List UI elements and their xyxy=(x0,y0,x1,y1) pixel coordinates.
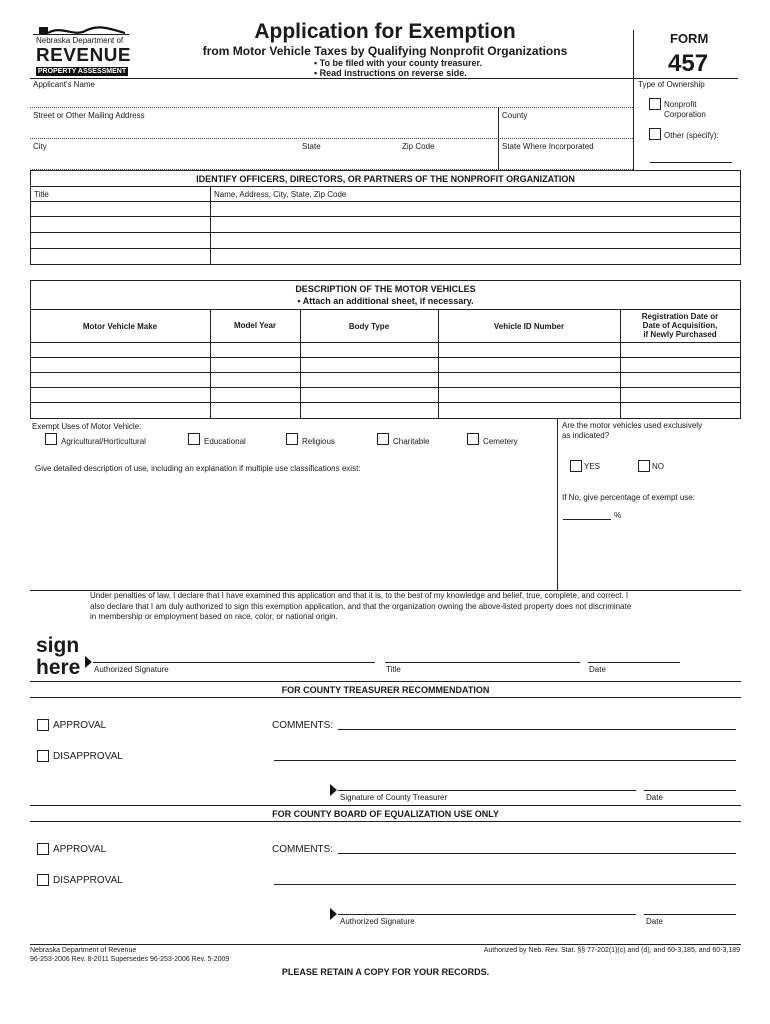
auth-sig-label: Authorized Signature xyxy=(94,665,169,674)
vehicle-row[interactable] xyxy=(31,373,740,387)
board-date-field[interactable] xyxy=(644,902,736,915)
treasurer-comments-line-2[interactable] xyxy=(274,747,736,761)
treasurer-approval-label: APPROVAL xyxy=(53,720,107,731)
percent-sign: % xyxy=(614,511,622,520)
treasurer-comments-field[interactable] xyxy=(338,716,736,730)
other-specify-field[interactable] xyxy=(650,148,732,163)
city-field[interactable] xyxy=(30,152,300,169)
treasurer-date-field[interactable] xyxy=(644,778,736,791)
col-reg-2: Date of Acquisition, xyxy=(642,321,718,330)
cemetery-label: Cemetery xyxy=(483,437,518,446)
charitable-checkbox[interactable] xyxy=(377,433,389,445)
sign-word: sign xyxy=(36,634,80,657)
officer-row[interactable] xyxy=(31,249,740,264)
treasurer-comments-label: COMMENTS: xyxy=(272,720,334,731)
logo xyxy=(33,24,132,76)
religious-label: Religious xyxy=(302,437,335,446)
form-label: FORM xyxy=(670,31,709,46)
officers-col-name: Name, Address, City, State, Zip Code xyxy=(214,190,347,199)
no-label: NO xyxy=(652,462,664,471)
board-comments-field[interactable] xyxy=(338,840,736,854)
board-disapproval-label: DISAPPROVAL xyxy=(53,875,123,886)
religious-checkbox[interactable] xyxy=(286,433,298,445)
vehicle-row[interactable] xyxy=(31,403,740,418)
board-approval-checkbox[interactable] xyxy=(37,843,49,855)
board-date-label: Date xyxy=(646,917,663,926)
instruction-1: • To be filed with your county treasurer. xyxy=(314,58,483,68)
street-label: Street or Other Mailing Address xyxy=(33,111,145,120)
treasurer-signature-field[interactable] xyxy=(338,778,636,791)
declaration-line-2: also declare that I am duly authorized to sign this exemption application, and that the organization owning the above-listed property does not discriminate xyxy=(90,602,632,611)
authorized-signature-field[interactable] xyxy=(93,648,375,663)
footer-authority: Authorized by Neb. Rev. Stat. §§ 77-202(1)(c) and (d), and 60-3,185, and 60-3,189 xyxy=(483,947,740,954)
exclusive-question: Are the motor vehicles used exclusively xyxy=(562,421,703,430)
educational-checkbox[interactable] xyxy=(188,433,200,445)
board-comments-label: COMMENTS: xyxy=(272,844,334,855)
zip-label: Zip Code xyxy=(402,142,435,151)
state-incorporated-field[interactable] xyxy=(499,152,633,169)
treasurer-heading: FOR COUNTY TREASURER RECOMMENDATION xyxy=(281,685,490,695)
applicant-name-field[interactable] xyxy=(30,90,633,107)
percent-field[interactable] xyxy=(563,507,611,520)
city-label: City xyxy=(33,142,47,151)
revenue-wordmark: REVENUE xyxy=(36,45,132,65)
nonprofit-label: Nonprofit xyxy=(664,100,697,109)
treasurer-sign-arrow-icon xyxy=(330,784,337,796)
vehicle-row[interactable] xyxy=(31,343,740,357)
nonprofit-label-2: Corporation xyxy=(664,110,706,119)
instruction-2: • Read instructions on reverse side. xyxy=(314,68,467,78)
declaration-line-1: Under penalties of law, I declare that I have examined this application and that it is, to the best of my knowledge and belief, true, complete, and correct. I xyxy=(90,591,629,600)
col-make: Motor Vehicle Make xyxy=(82,322,158,331)
state-label: State xyxy=(302,142,321,151)
footer-dept: Nebraska Department of Revenue xyxy=(30,947,137,954)
board-disapproval-checkbox[interactable] xyxy=(37,874,49,886)
state-field[interactable] xyxy=(300,152,400,169)
ownership-label: Type of Ownership xyxy=(638,80,705,89)
board-approval-label: APPROVAL xyxy=(53,844,107,855)
board-signature-field[interactable] xyxy=(338,902,636,915)
officer-row[interactable] xyxy=(31,202,740,216)
treasurer-disapproval-checkbox[interactable] xyxy=(37,750,49,762)
board-heading: FOR COUNTY BOARD OF EQUALIZATION USE ONLY xyxy=(272,809,499,819)
form-number: 457 xyxy=(668,50,709,77)
date-field[interactable] xyxy=(588,648,680,663)
board-comments-line-2[interactable] xyxy=(274,871,736,885)
officer-row[interactable] xyxy=(31,233,740,248)
vehicle-row[interactable] xyxy=(31,358,740,372)
uses-label: Exempt Uses of Motor Vehicle: xyxy=(32,422,142,431)
form-subtitle: from Motor Vehicle Taxes by Qualifying Nonprofit Organizations xyxy=(202,44,568,58)
vehicles-subheading: • Attach an additional sheet, if necessary. xyxy=(297,296,474,306)
applicant-name-label: Applicant's Name xyxy=(33,80,95,89)
other-checkbox[interactable] xyxy=(649,128,661,140)
cemetery-checkbox[interactable] xyxy=(467,433,479,445)
date-label: Date xyxy=(589,665,606,674)
title-field[interactable] xyxy=(385,648,580,663)
col-reg-1: Registration Date or xyxy=(641,312,719,321)
describe-use-label: Give detailed description of use, including an explanation if multiple use classifications exist: xyxy=(35,464,361,473)
col-reg-3: if Newly Purchased xyxy=(643,330,717,339)
educational-label: Educational xyxy=(204,437,246,446)
charitable-label: Charitable xyxy=(393,437,430,446)
zip-field[interactable] xyxy=(400,152,498,169)
sign-arrow-icon xyxy=(85,656,92,668)
treasurer-date-label: Date xyxy=(646,793,663,802)
yes-label: YES xyxy=(584,462,601,471)
nonprofit-checkbox[interactable] xyxy=(649,98,661,110)
agricultural-label: Agricultural/Horticultural xyxy=(61,437,146,446)
form-title: Application for Exemption xyxy=(254,20,516,43)
other-label: Other (specify): xyxy=(664,131,719,140)
footer-revision: 96-253-2006 Rev. 8-2011 Supersedes 96-253-2006 Rev. 5-2009 xyxy=(30,956,230,963)
agricultural-checkbox[interactable] xyxy=(45,433,57,445)
col-year: Model Year xyxy=(233,321,277,330)
county-label: County xyxy=(502,111,528,120)
yes-checkbox[interactable] xyxy=(570,460,582,472)
no-checkbox[interactable] xyxy=(638,460,650,472)
describe-use-field[interactable] xyxy=(31,476,555,588)
officers-heading: IDENTIFY OFFICERS, DIRECTORS, OR PARTNERS OF THE NONPROFIT ORGANIZATION xyxy=(196,174,575,184)
dept-line: Nebraska Department of xyxy=(36,36,124,45)
retain-notice: PLEASE RETAIN A COPY FOR YOUR RECORDS. xyxy=(281,967,490,977)
treasurer-approval-checkbox[interactable] xyxy=(37,719,49,731)
board-sig-label: Authorized Signature xyxy=(340,917,415,926)
exclusive-question-2: as indicated? xyxy=(562,431,610,440)
treasurer-disapproval-label: DISAPPROVAL xyxy=(53,751,123,762)
title-label: Title xyxy=(386,665,401,674)
if-no-label: If No, give percentage of exempt use: xyxy=(562,493,695,502)
col-vin: Vehicle ID Number xyxy=(493,322,565,331)
board-sign-arrow-icon xyxy=(330,908,337,920)
col-body: Body Type xyxy=(348,322,390,331)
vehicles-heading: DESCRIPTION OF THE MOTOR VEHICLES xyxy=(295,284,476,294)
treasurer-sig-label: Signature of County Treasurer xyxy=(340,793,448,802)
officer-row[interactable] xyxy=(31,217,740,232)
declaration-line-3: in membership or employment based on race, color, or national origin. xyxy=(90,612,338,621)
vehicle-row[interactable] xyxy=(31,388,740,402)
here-word: here xyxy=(36,656,81,679)
county-field[interactable] xyxy=(499,121,633,138)
officers-col-title: Title xyxy=(34,190,49,199)
street-field[interactable] xyxy=(30,121,498,138)
state-incorporated-label: State Where Incorporated xyxy=(502,142,594,151)
property-assessment-band: PROPERTY ASSESSMENT xyxy=(37,68,127,75)
